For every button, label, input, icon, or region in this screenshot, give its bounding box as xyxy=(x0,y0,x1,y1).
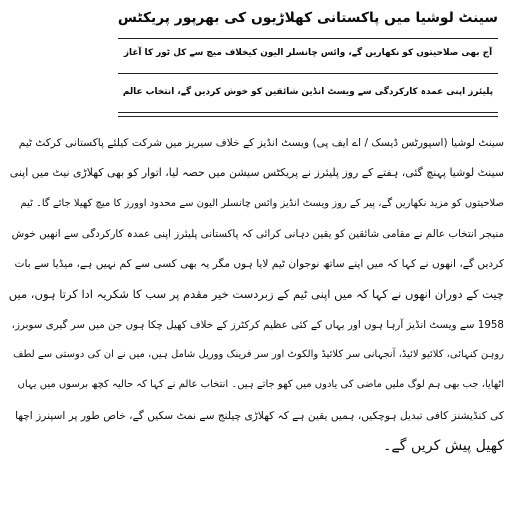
article-line: صلاحیتوں کو مزید نکھاریں گے، پیر کے روز ویسٹ انڈیز وائس چانسلر الیون سے محدود اوورز کا میچ کھیلا جائے گا۔ ٹیم xyxy=(20,197,504,209)
article-line: چیت کے دوران انھوں نے کہا کہ میں اپنی ٹیم کے زبردست خیر مقدم پر سب کا شکریہ ادا کرتا ہوں، میں xyxy=(8,287,504,302)
article-line: سینٹ لوشیا (اسپورٹس ڈیسک / اے ایف پی) ویسٹ انڈیز کے خلاف سیریز میں شرکت کیلئے پاکستانی کرکٹ ٹیم xyxy=(18,137,504,149)
article-line: کی کنڈیشنز کافی تبدیل ہوچکیں، ہمیں یقین ہے کہ کھلاڑی چیلنج سے نمٹ سکیں گے، خاص طور پر اسپنرز اچھا xyxy=(15,409,504,422)
article-line: سینٹ لوشیا پہنچ گئی، ہفتے کے روز پلیئرز نے پریکٹس سیشن میں حصہ لیا، اتوار کو بھی کھلاڑی نیٹ میں اپنی xyxy=(9,166,504,180)
headline-text: آج بھی صلاحیتوں کو نکھاریں گے، وائس چانسلر الیون کیخلاف میچ سے کل ٹور کا آغاز xyxy=(123,48,493,58)
article-line: 1958 سے ویسٹ انڈیز آرہا ہوں اور یہاں کے کئی عظیم کرکٹرز کے خلاف کھیل چکا ہوں جن میں سر گیری سوبرز، xyxy=(11,318,504,331)
headline-sub-2 xyxy=(118,82,498,102)
headline-main xyxy=(118,8,498,28)
article-body xyxy=(8,128,504,461)
headline-divider xyxy=(118,73,498,74)
headline-divider xyxy=(118,38,498,39)
headline-text: سینٹ لوشیا میں پاکستانی کھلاڑیوں کی بھرپور پریکٹس xyxy=(117,10,498,26)
headline-divider xyxy=(118,112,498,117)
article-line-last: کھیل پیش کریں گے۔ xyxy=(383,437,504,454)
article-line: کردیں گے، انھوں نے کہا کہ میں اپنے ساتھ نوجوان ٹیم لایا ہوں مگر یہ بھی کسی سے کم نہیں ہے، میڈیا سے بات xyxy=(14,258,504,271)
headline-text: پلیئرز اپنی عمدہ کارکردگی سے ویسٹ انڈین شائقین کو خوش کردیں گے، انتخاب عالم xyxy=(122,87,494,97)
article-line: اٹھایا، جب بھی ہم لوگ ملیں ماضی کی یادوں میں کھو جاتے ہیں۔ انتخاب عالم نے کہا کہ حالیہ کچھ برسوں میں یہاں xyxy=(17,379,504,391)
article-line: روہن کنہائی، کلائیو لائیڈ، آنجہانی سر کلائیڈ والکوٹ اور سر فرینک ووریل شامل ہیں، میں نے ان کی دوستی سے لطف xyxy=(13,349,504,361)
article-line: منیجر انتخاب عالم نے مقامی شائقین کو یقین دہانی کرائی کہ پاکستانی پلیئرز اپنی عمدہ کارکردگی سے انھیں خوش xyxy=(11,227,504,240)
headline-sub-1 xyxy=(118,43,498,63)
